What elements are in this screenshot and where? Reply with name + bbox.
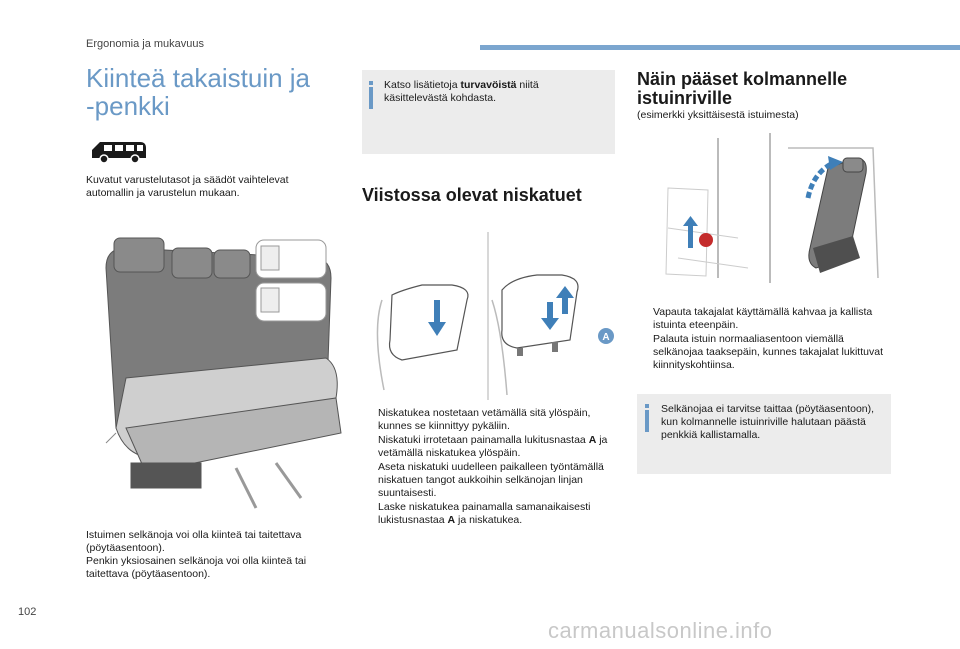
- intro-text: Kuvatut varustelutasot ja säädöt vaihtelevat automallin ja varustelun mukaan.: [86, 174, 289, 199]
- backrest-info-box: [637, 394, 891, 474]
- list-item: Niskatuki irrotetaan painamalla lukitusnastaa A ja vetämällä niskatukea ylöspäin.: [378, 434, 608, 459]
- headrest-section-title: Viistossa olevat niskatuet: [362, 185, 582, 205]
- info-icon: [369, 87, 373, 109]
- list-item: Vapauta takajalat käyttämällä kahvaa ja kallista istuinta eteenpäin.: [653, 306, 873, 331]
- seatbelt-info-box: [362, 70, 615, 154]
- section-header: Ergonomia ja mukavuus: [86, 38, 205, 50]
- watermark: carmanualsonline.info: [548, 618, 773, 643]
- list-item: Palauta istuin normaaliasentoon viemällä selkänojaa taaksepäin, kunnes takajalat lukittuvat kiinnityskohtiinsa.: [653, 333, 883, 371]
- page-number: 102: [18, 606, 37, 618]
- seat-caption: Istuimen selkänoja voi olla kiinteä tai taitettava (pöytäasentoon). Penkin yksiosainen selkänoja voi olla kiinteä tai taitettava (pöytäasentoon).: [86, 529, 307, 580]
- info-icon: [645, 410, 649, 432]
- header-bar: [480, 45, 960, 50]
- list-item: Aseta niskatuki uudelleen paikalleen työntämällä niskatuen tangot aukkoihin selkänojan linjan suuntaisesti.: [378, 461, 604, 499]
- figure-label-a: A: [602, 332, 610, 343]
- bench-seat-illustration: [86, 228, 346, 528]
- page-title: Kiinteä takaistuin ja -penkki: [86, 63, 311, 121]
- third-row-instructions: [637, 306, 895, 373]
- headrest-illustration: [362, 230, 615, 402]
- list-item: Laske niskatukea painamalla samanaikaisesti lukistusnastaa A ja niskatukea.: [378, 501, 591, 526]
- headrest-instructions: [362, 407, 618, 528]
- seatbelt-info-text: Katso lisätietoja turvavöistä niitä käsittelevästä kohdasta.: [384, 79, 539, 104]
- list-item: Niskatukea nostetaan vetämällä sitä ylöspäin, kunnes se kiinnittyy pykäliin.: [378, 407, 591, 432]
- tilting-seat-illustration: [648, 128, 886, 288]
- third-row-section-title: Näin pääset kolmannelle istuinriville: [637, 69, 848, 108]
- van-icon: [88, 136, 150, 166]
- backrest-info-text: Selkänojaa ei tarvitse taittaa (pöytäasentoon), kun kolmannelle istuinriville halutaan päästä penkkiä kallistamalla.: [661, 403, 875, 441]
- third-row-subtitle: (esimerkki yksittäisestä istuimesta): [637, 109, 799, 121]
